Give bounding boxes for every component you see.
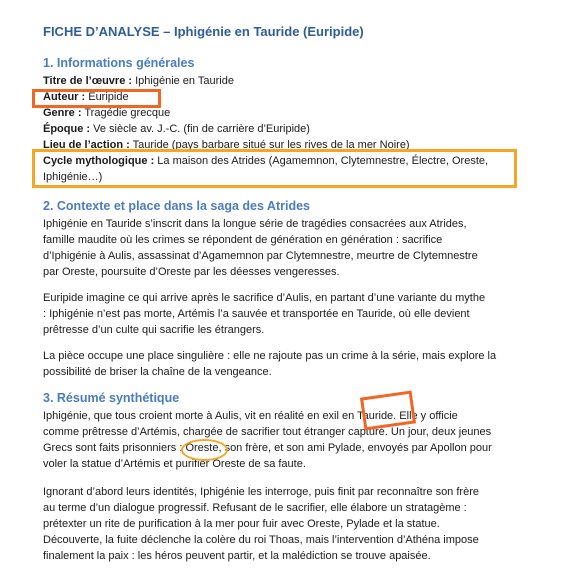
info-titre: [43, 73, 234, 89]
contexte-line: par Oreste, poursuite d’Oreste par les déesses vengeresses.: [43, 266, 340, 278]
info-cycle-continued: Iphigénie…): [43, 171, 103, 183]
info-epoque-value: Ve siècle av. J.-C. (fin de carrière d’Euripide): [90, 123, 310, 135]
info-auteur-value: Euripide: [85, 91, 129, 103]
info-lieu-value: Tauride (pays barbare situé sur les rives de la mer Noire): [129, 139, 410, 151]
info-cycle-value: La maison des Atrides (Agamemnon, Clytemnestre, Électre, Oreste,: [154, 155, 489, 167]
highlight-box-cycle: [32, 149, 517, 188]
contexte-line: La pièce occupe une place singulière : elle ne rajoute pas un crime à la série, mais explore la: [43, 350, 497, 362]
info-genre-value: Tragédie grecque: [81, 107, 171, 119]
contexte-line: d’Iphigénie à Aulis, assassinat d’Agamemnon par Clytemnestre, meurtre de Clytemnestre: [43, 250, 478, 262]
section-heading-resume: 3. Résumé synthétique: [43, 391, 180, 405]
contexte-line: Euripide imagine ce qui arrive après le sacrifice d’Aulis, en partant d’une variante du mythe: [43, 292, 486, 304]
resume-line: Iphigénie, que tous croient morte à Aulis, vit en réalité en exil en Tauride. Elle y officie: [43, 410, 458, 422]
highlight-ellipse-oreste: [181, 439, 228, 461]
document-title: FICHE D’ANALYSE – Iphigénie en Tauride (Euripide): [43, 24, 364, 39]
resume-line: au terme d’un dialogue progressif. Refusant de le sacrifier, elle élabore un stratagème :: [43, 502, 467, 514]
contexte-line: Iphigénie en Tauride s’inscrit dans la longue série de tragédies consacrées aux Atrides,: [43, 218, 467, 230]
info-titre-label: Titre de l’œuvre :: [43, 75, 133, 87]
info-titre-value: Iphigénie en Tauride: [132, 75, 234, 87]
contexte-line: : Iphigénie n’est pas morte, Artémis l’a sauvée et transportée en Tauride, où elle devient: [43, 308, 470, 320]
resume-line: Ignorant d’abord leurs identités, Iphigénie les interroge, puis finit par reconnaître son frère: [43, 486, 479, 498]
contexte-line: famille maudite où les crimes se répondent de génération en génération : sacrifice: [43, 234, 443, 246]
contexte-line: possibilité de briser la chaîne de la vengeance.: [43, 366, 272, 378]
section-heading-contexte: 2. Contexte et place dans la saga des Atrides: [43, 199, 310, 213]
info-epoque: [43, 121, 310, 137]
highlight-box-auteur: [32, 89, 161, 108]
info-genre-label: Genre :: [43, 107, 82, 119]
resume-line: voler la statue d’Artémis et purifier Oreste de sa faute.: [43, 458, 306, 470]
resume-line: comme prêtresse d’Artémis, chargée de sacrifier tout étranger capturé. Un jour, deux jeunes: [43, 426, 492, 438]
resume-line: Grecs sont faits prisonniers : Oreste, son frère, et son ami Pylade, envoyés par Apollon pour: [43, 442, 492, 454]
resume-line: finalement la paix : les héros peuvent partir, et la malédiction se trouve apaisée.: [43, 550, 431, 562]
section-heading-informations: 1. Informations générales: [43, 56, 195, 70]
info-lieu-label: Lieu de l’action :: [43, 139, 130, 151]
resume-line: prétexter un rite de purification à la mer pour fuir avec Oreste, Pylade et la statue.: [43, 518, 440, 530]
info-auteur-label: Auteur :: [43, 91, 86, 103]
info-epoque-label: Époque :: [43, 123, 91, 135]
contexte-line: prêtresse d’un culte qui sacrifie les étrangers.: [43, 324, 265, 336]
info-cycle-label: Cycle mythologique :: [43, 155, 155, 167]
resume-line: Découverte, la fuite déclenche la colère du roi Thoas, mais l’intervention d’Athéna impose: [43, 534, 479, 546]
